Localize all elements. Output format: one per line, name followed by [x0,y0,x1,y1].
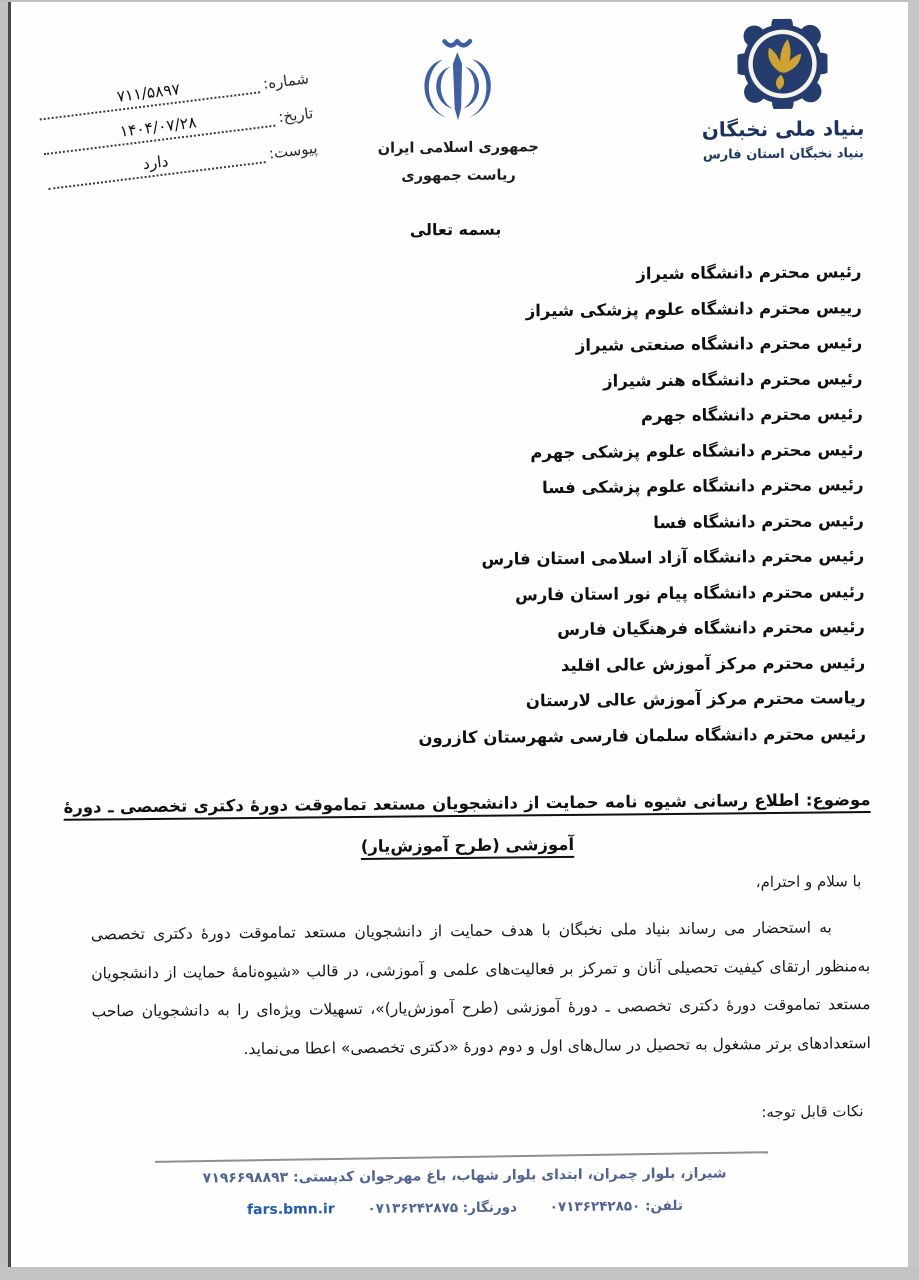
footer-contact-line [115,1197,814,1220]
recipient-line: رئیس محترم مرکز آموزش عالی اقلید [560,652,866,675]
scan-edge-line [8,0,11,1268]
meta-attachment-label: پیوست: [267,138,319,163]
footer-phone-value: ۰۷۱۳۶۲۴۲۸۵۰ [549,1198,641,1216]
gov-country-name: جمهوری اسلامی ایران [377,139,539,157]
recipient-line: رئیس محترم دانشگاه علوم پزشکی فسا [541,475,864,498]
recipient-line: رئیس محترم دانشگاه شیراز [636,262,862,284]
foundation-header [682,18,883,163]
recipient-line: رئیس محترم دانشگاه سلمان فارسی شهرستان کازرون [418,723,867,747]
scan-edge-right [908,0,919,1280]
footer-postal-value: ۷۱۹۶۶۹۸۸۹۳ [202,1169,289,1187]
meta-attachment-value: دارد [141,152,170,174]
gov-presidency: ریاست جمهوری [401,167,516,185]
foundation-branch: بنیاد نخبگان استان فارس [702,146,864,163]
salutation: با سلام و احترام، [755,872,862,892]
recipient-line: رییس محترم دانشگاه علوم پزشکی شیراز [525,297,862,320]
footer-address-line [115,1165,814,1188]
meta-number-value: ۷۱۱/۵۸۹۷ [115,80,181,106]
footer-divider [155,1151,768,1163]
subject-line-2: آموزشی (طرح آموزش‌یار) [360,834,575,856]
recipient-line: رئیس محترم دانشگاه علوم پزشکی جهرم [530,439,864,462]
footer-postal-label: کدپستی: [292,1169,355,1186]
recipients-list [56,254,866,759]
subject-block [63,784,871,866]
footer-fax [367,1199,517,1216]
recipient-line: ریاست محترم مرکز آموزش عالی لارستان [525,688,866,711]
recipient-line: رئیس محترم دانشگاه فسا [653,510,864,532]
meta-date-value: ۱۴۰۴/۰۷/۲۸ [118,113,198,141]
elites-foundation-logo [737,18,828,109]
recipient-line: رئیس محترم دانشگاه جهرم [640,404,863,426]
scan-edge-top [0,0,919,2]
recipient-line: رئیس محترم دانشگاه پیام نور استان فارس [514,581,865,604]
footer-fax-label: دورنگار: [462,1199,518,1216]
footer-website: fars.bmn.ir [246,1201,335,1219]
recipient-line: رئیس محترم دانشگاه فرهنگیان فارس [557,617,865,640]
subject-line-1: موضوع: اطلاع رسانی شیوه نامه حمایت از دانشجویان مستعد تماموقت دورهٔ دکتری تخصصی ـ دورهٔ [63,790,871,817]
recipient-line: رئیس محترم دانشگاه صنعتی شیراز [575,333,863,355]
letter-meta-block [36,52,319,190]
recipient-line: رئیس محترم دانشگاه آزاد اسلامی استان فارس [481,546,865,569]
footer-phone [550,1198,683,1215]
meta-number-label: شماره: [262,69,310,93]
besmele-heading: بسمه تعالی [409,219,502,240]
notes-heading: نکات قابل توجه: [761,1102,864,1122]
body-paragraph: به استحضار می رساند بنیاد ملی نخبگان با هدف حمایت از دانشجویان مستعد تماموقت دورهٔ دکتری تخصصی به‌منظور ارتقای کیفیت تحصیلی آنان و تمرکز بر فعالیت‌های علمی و آموزشی، در قالب «شیوه‌نامهٔ حمایت از دانشجویان مستعد تماموقت دورهٔ دکتری تخصصی ـ دورهٔ آموزشی (طرح آموزش‌یار)»، تسهیلات ویژه‌ای را به دانشجویان صاحب استعدادهای برتر مشغول به تحصیل در سال‌های اول و دوم دورهٔ «دکتری تخصصی» اعطا می‌نماید. [90,918,871,1058]
footer-phone-label: تلفن: [644,1197,683,1215]
foundation-name: بنیاد ملی نخبگان [701,116,865,142]
meta-date-label: تاریخ: [277,103,315,127]
iran-emblem-icon [411,34,504,135]
footer-fax-value: ۰۷۱۳۶۲۴۲۸۷۵ [367,1200,459,1217]
footer-address: شیراز، بلوار چمران، ابتدای بلوار شهاب، باغ مهرجوان [359,1165,727,1185]
scan-edge-bottom [0,1267,919,1280]
scan-edge-left [0,0,8,1280]
recipient-line: رئیس محترم دانشگاه هنر شیراز [603,368,863,391]
government-header [362,33,553,185]
